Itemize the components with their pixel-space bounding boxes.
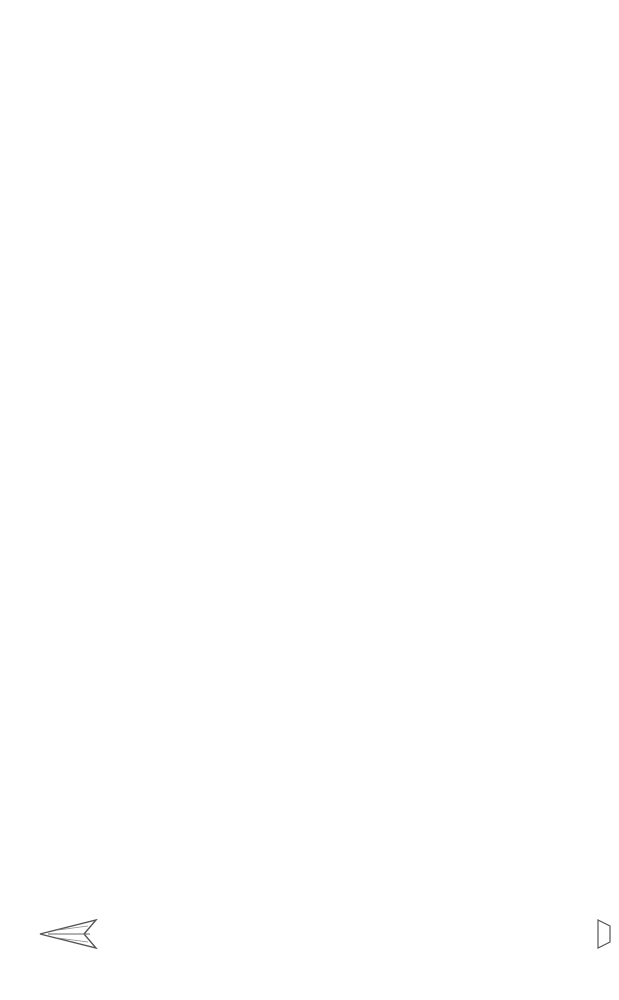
arrowhead-icon [40, 920, 96, 948]
arrow-ornament [0, 912, 619, 956]
fletching-icon [598, 920, 610, 948]
